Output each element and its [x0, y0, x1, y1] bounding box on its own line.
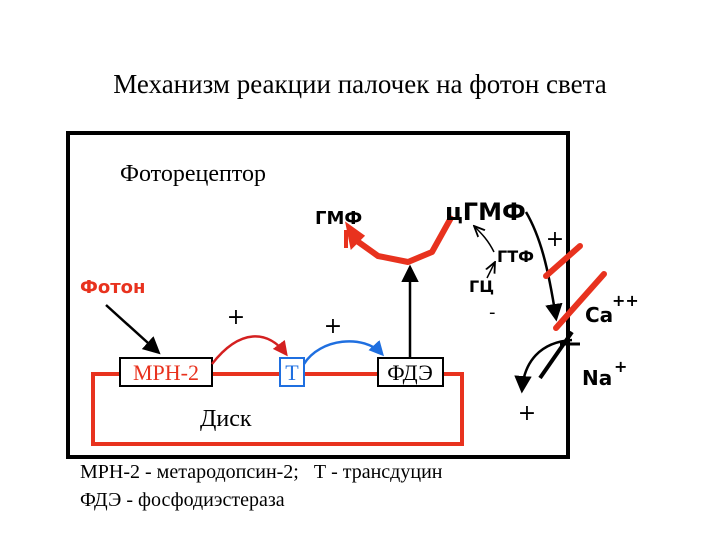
photon-arrow	[106, 305, 158, 352]
gtf-label: ГТФ	[497, 247, 534, 266]
plus-mrh-to-t: +	[226, 305, 246, 330]
legend-line-2: ФДЭ - фосфодиэстераза	[80, 489, 285, 511]
mrh2-label: МРН-2	[132, 360, 200, 385]
ca-label: Ca	[585, 303, 614, 327]
plus-na-channel: +	[517, 401, 537, 426]
fde-label: ФДЭ	[387, 360, 433, 385]
transducin-label: Т	[285, 360, 299, 385]
cgmf-to-gmf-arrow	[350, 216, 452, 262]
gmf-label: ГМФ	[315, 208, 363, 229]
disk-label: Диск	[200, 406, 252, 432]
photoreceptor-label: Фоторецептор	[120, 161, 266, 187]
na-charge: +	[614, 357, 628, 376]
photon-label: Фотон	[80, 277, 146, 298]
gc-label: ГЦ	[469, 277, 495, 296]
gtf-to-cgmf-arrow	[474, 226, 494, 252]
mrh2-to-t-arrow	[212, 336, 286, 364]
cgmf-label: цГМФ	[445, 198, 526, 226]
plus-t-to-fde: +	[323, 314, 343, 339]
slide-title: Механизм реакции палочек на фотон света	[113, 69, 607, 99]
t-to-fde-arrow	[304, 341, 382, 364]
gc-to-gtf-arrow	[487, 262, 495, 278]
plus-cgmf-channel: +	[545, 227, 565, 252]
ca-charge: ++	[612, 291, 639, 310]
legend-line-1: МРН-2 - метародопсин-2; Т - трансдуцин	[80, 461, 443, 483]
minus-gc: -	[489, 302, 496, 323]
na-label: Na	[582, 366, 613, 390]
